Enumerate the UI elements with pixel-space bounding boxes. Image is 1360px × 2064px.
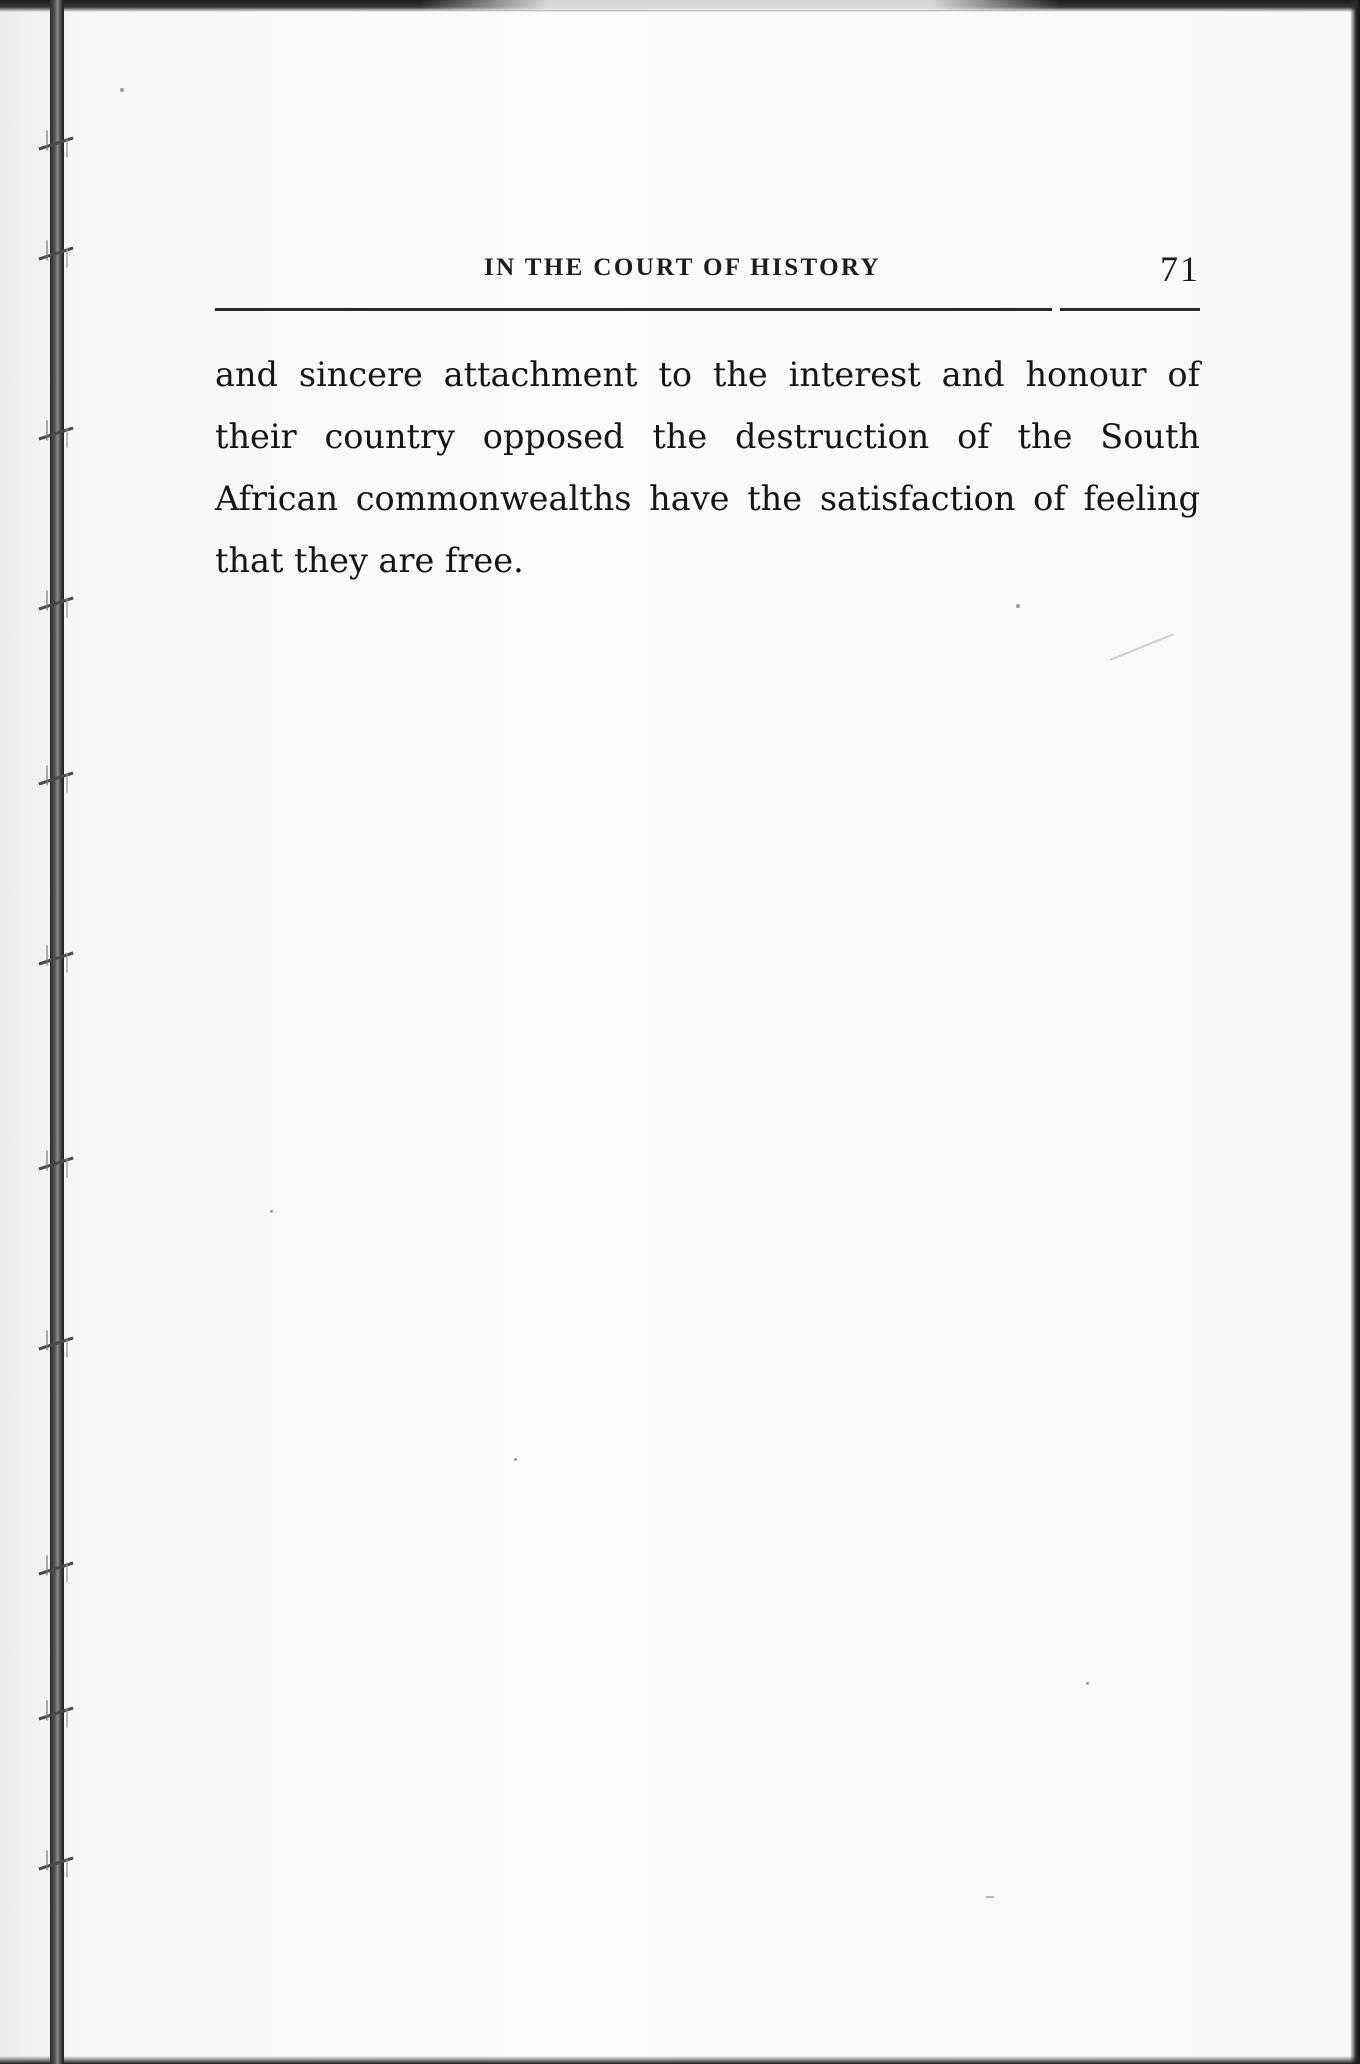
binding-stitch [38, 765, 74, 793]
paper-speck [120, 88, 124, 92]
binding-stitch [38, 1850, 74, 1878]
scan-bottom-edge [0, 2056, 1360, 2064]
running-head-title: IN THE COURT OF HISTORY [483, 254, 882, 281]
binding-stitch [38, 420, 74, 448]
binding-stitch [38, 945, 74, 973]
binding-stitch [38, 130, 74, 158]
paper-speck [514, 1458, 517, 1461]
binding-stitch [38, 1150, 74, 1178]
body-line: and sincere attachment to the interest and honour of [215, 355, 1200, 394]
scan-right-edge [1350, 0, 1360, 2064]
body-line: African commonwealths have the satisfaction of feeling [215, 479, 1200, 518]
header-rule-break [1052, 306, 1060, 313]
page-number: 71 [1160, 249, 1200, 289]
book-binding [46, 0, 72, 2064]
binding-spine [50, 0, 64, 2064]
paper-speck [270, 1210, 273, 1213]
binding-stitch [38, 1555, 74, 1583]
running-header [215, 250, 1200, 290]
body-line: their country opposed the destruction of the South [215, 417, 1200, 456]
paper-speck [986, 1896, 994, 1898]
binding-stitch [38, 590, 74, 618]
body-line: that they are free. [215, 541, 524, 580]
binding-stitch [38, 1700, 74, 1728]
paper-speck [1086, 1682, 1089, 1685]
binding-stitch [38, 1330, 74, 1358]
scan-top-fade [420, 0, 1060, 10]
body-paragraph [215, 344, 1200, 592]
binding-stitch [38, 240, 74, 268]
paper-speck [1016, 604, 1020, 608]
